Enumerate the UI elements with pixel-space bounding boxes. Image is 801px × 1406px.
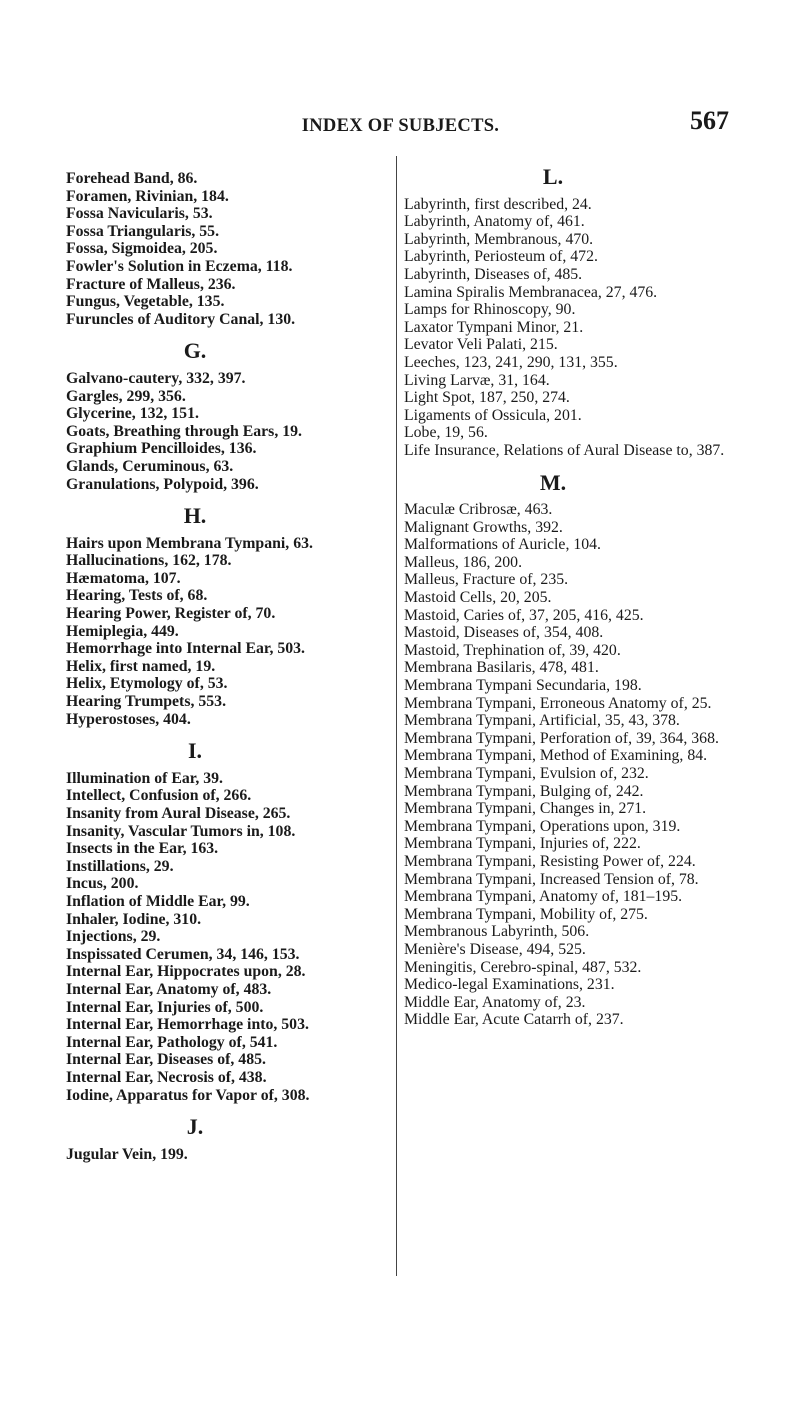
index-entry: Mastoid, Trephination of, 39, 420. xyxy=(404,641,621,659)
index-entry: Fossa Triangularis, 55. xyxy=(66,222,220,240)
index-entry: Membrana Tympani, Changes in, 271. xyxy=(404,800,647,818)
index-entry: Membrana Tympani, Anatomy of, 181–195. xyxy=(404,888,683,906)
index-entry: Fowler's Solution in Eczema, 118. xyxy=(66,257,293,275)
index-entry: Mastoid, Caries of, 37, 205, 416, 425. xyxy=(404,606,644,624)
index-entry: Hearing Power, Register of, 70. xyxy=(66,605,276,623)
index-entry: Internal Ear, Necrosis of, 438. xyxy=(66,1068,267,1086)
index-group-g xyxy=(66,370,394,493)
index-entry: Helix, Etymology of, 53. xyxy=(66,675,228,693)
index-entry: Membrana Tympani, Evulsion of, 232. xyxy=(404,765,649,782)
index-entry: Foramen, Rivinian, 184. xyxy=(66,187,229,205)
index-entry: Malleus, Fracture of, 235. xyxy=(404,571,569,589)
index-entry: Membrana Tympani, Injuries of, 222. xyxy=(404,835,641,853)
index-entry: Lamina Spiralis Membranacea, 27, 476. xyxy=(404,283,658,301)
index-entry: Internal Ear, Injuries of, 500. xyxy=(66,998,264,1016)
index-entry: Iodine, Apparatus for Vapor of, 308. xyxy=(66,1086,310,1104)
index-group-f xyxy=(66,170,394,328)
index-entry: Membrana Tympani, Erroneous Anatomy of, 25. xyxy=(404,694,712,712)
index-entry: Membrana Tympani, Mobility of, 275. xyxy=(404,905,648,923)
section-letter-m: M. xyxy=(539,469,567,495)
index-entry: Internal Ear, Hemorrhage into, 503. xyxy=(66,1016,309,1034)
index-entry: Malignant Growths, 392. xyxy=(404,518,563,536)
index-entry: Insanity from Aural Disease, 265. xyxy=(66,805,291,822)
index-entry: Middle Ear, Anatomy of, 23. xyxy=(404,993,586,1011)
index-entry: Membranous Labyrinth, 506. xyxy=(404,923,590,941)
index-entry: Labyrinth, Periosteum of, 472. xyxy=(404,248,598,266)
column-divider xyxy=(396,156,397,1276)
index-entry: Instillations, 29. xyxy=(66,857,174,875)
index-entry: Malformations of Auricle, 104. xyxy=(404,536,601,554)
index-entry: Insanity, Vascular Tumors in, 108. xyxy=(66,822,296,840)
index-entry: Membrana Tympani Secundaria, 198. xyxy=(404,677,642,695)
section-letter-j: J. xyxy=(186,1114,204,1140)
index-entry: Laxator Tympani Minor, 21. xyxy=(404,318,584,336)
index-entry: Insects in the Ear, 163. xyxy=(66,840,219,858)
index-entry: Inhaler, Iodine, 310. xyxy=(66,910,202,928)
index-entry: Mastoid, Diseases of, 354, 408. xyxy=(404,624,604,642)
index-group-l xyxy=(404,196,748,460)
index-entry: Gargles, 299, 356. xyxy=(66,387,186,405)
index-entry: Light Spot, 187, 250, 274. xyxy=(404,389,570,407)
index-entry: Membrana Basilaris, 478, 481. xyxy=(404,659,599,677)
index-group-j xyxy=(66,1146,394,1164)
page-number: 567 xyxy=(690,106,729,135)
index-group-h xyxy=(66,535,394,729)
index-entry: Lamps for Rhinoscopy, 90. xyxy=(404,301,576,319)
index-entry: Internal Ear, Diseases of, 485. xyxy=(66,1051,266,1069)
index-entry: Fossa, Sigmoidea, 205. xyxy=(66,240,218,258)
index-entry: Fracture of Malleus, 236. xyxy=(66,275,236,293)
index-entry: Injections, 29. xyxy=(66,928,161,946)
index-entry: Maculæ Cribrosæ, 463. xyxy=(404,501,553,519)
index-entry: Incus, 200. xyxy=(66,875,139,893)
index-entry: Fossa Navicularis, 53. xyxy=(66,205,213,223)
index-entry: Membrana Tympani, Resisting Power of, 224. xyxy=(404,852,696,870)
index-entry: Helix, first named, 19. xyxy=(66,657,216,675)
index-entry: Hearing, Tests of, 68. xyxy=(66,587,208,605)
index-entry: Internal Ear, Anatomy of, 483. xyxy=(66,980,272,998)
index-entry: Hallucinations, 162, 178. xyxy=(66,552,232,570)
index-entry: Glands, Ceruminous, 63. xyxy=(66,457,234,475)
index-entry: Internal Ear, Pathology of, 541. xyxy=(66,1033,278,1051)
index-entry: Labyrinth, Membranous, 470. xyxy=(404,230,594,248)
index-entry: Medico-legal Examinations, 231. xyxy=(404,976,615,994)
section-letter-l: L. xyxy=(542,164,564,189)
index-entry: Hearing Trumpets, 553. xyxy=(66,693,227,711)
index-entry: Menière's Disease, 494, 525. xyxy=(404,940,586,958)
index-entry: Leeches, 123, 241, 290, 131, 355. xyxy=(404,353,618,371)
index-entry: Labyrinth, first described, 24. xyxy=(404,195,592,213)
index-group-i xyxy=(66,770,394,1104)
index-entry: Hemorrhage into Internal Ear, 503. xyxy=(66,640,305,658)
section-letter-h: H. xyxy=(183,503,207,529)
index-entry: Life Insurance, Relations of Aural Disease to, 387. xyxy=(404,441,725,459)
index-entry: Hyperostoses, 404. xyxy=(66,710,191,728)
index-entry: Mastoid Cells, 20, 205. xyxy=(404,589,552,607)
left-column xyxy=(66,170,394,1163)
index-entry: Lobe, 19, 56. xyxy=(404,424,488,442)
index-entry: Hairs upon Membrana Tympani, 63. xyxy=(66,534,313,552)
index-entry: Inspissated Cerumen, 34, 146, 153. xyxy=(66,945,300,963)
index-entry: Illumination of Ear, 39. xyxy=(66,769,223,787)
right-column xyxy=(404,164,748,1029)
running-title: INDEX OF SUBJECTS. xyxy=(301,116,500,136)
index-entry: Goats, Breathing through Ears, 19. xyxy=(66,422,302,440)
index-entry: Membrana Tympani, Bulging of, 242. xyxy=(404,782,644,800)
index-entry: Levator Veli Palati, 215. xyxy=(404,336,558,354)
index-entry: Intellect, Confusion of, 266. xyxy=(66,787,252,805)
index-entry: Ligaments of Ossicula, 201. xyxy=(404,406,582,424)
section-letter-i: I. xyxy=(187,738,203,764)
index-group-m xyxy=(404,501,748,1029)
index-entry: Granulations, Polypoid, 396. xyxy=(66,475,259,493)
index-entry: Fungus, Vegetable, 135. xyxy=(66,293,225,311)
index-entry: Labyrinth, Diseases of, 485. xyxy=(404,265,583,283)
index-entry: Middle Ear, Acute Catarrh of, 237. xyxy=(404,1011,624,1029)
index-entry: Membrana Tympani, Artificial, 35, 43, 378. xyxy=(404,712,680,730)
index-entry: Living Larvæ, 31, 164. xyxy=(404,371,550,389)
index-entry: Membrana Tympani, Method of Examining, 84. xyxy=(404,747,708,765)
index-entry: Labyrinth, Anatomy of, 461. xyxy=(404,213,585,231)
index-entry: Meningitis, Cerebro-spinal, 487, 532. xyxy=(404,958,642,976)
section-letter-g: G. xyxy=(183,338,207,364)
index-entry: Furuncles of Auditory Canal, 130. xyxy=(66,310,296,328)
index-entry: Internal Ear, Hippocrates upon, 28. xyxy=(66,963,306,981)
index-entry: Graphium Pencilloides, 136. xyxy=(66,440,257,458)
index-entry: Hemiplegia, 449. xyxy=(66,622,179,640)
index-entry: Inflation of Middle Ear, 99. xyxy=(66,892,250,910)
index-entry: Forehead Band, 86. xyxy=(66,170,198,187)
index-entry: Membrana Tympani, Operations upon, 319. xyxy=(404,817,681,835)
index-entry: Galvano-cautery, 332, 397. xyxy=(66,369,246,387)
index-entry: Glycerine, 132, 151. xyxy=(66,405,199,423)
index-entry: Jugular Vein, 199. xyxy=(66,1145,188,1163)
index-entry: Malleus, 186, 200. xyxy=(404,553,523,571)
index-entry: Membrana Tympani, Perforation of, 39, 364, 368. xyxy=(404,729,719,747)
index-entry: Membrana Tympani, Increased Tension of, 78. xyxy=(404,870,699,888)
index-entry: Hæmatoma, 107. xyxy=(66,569,181,587)
